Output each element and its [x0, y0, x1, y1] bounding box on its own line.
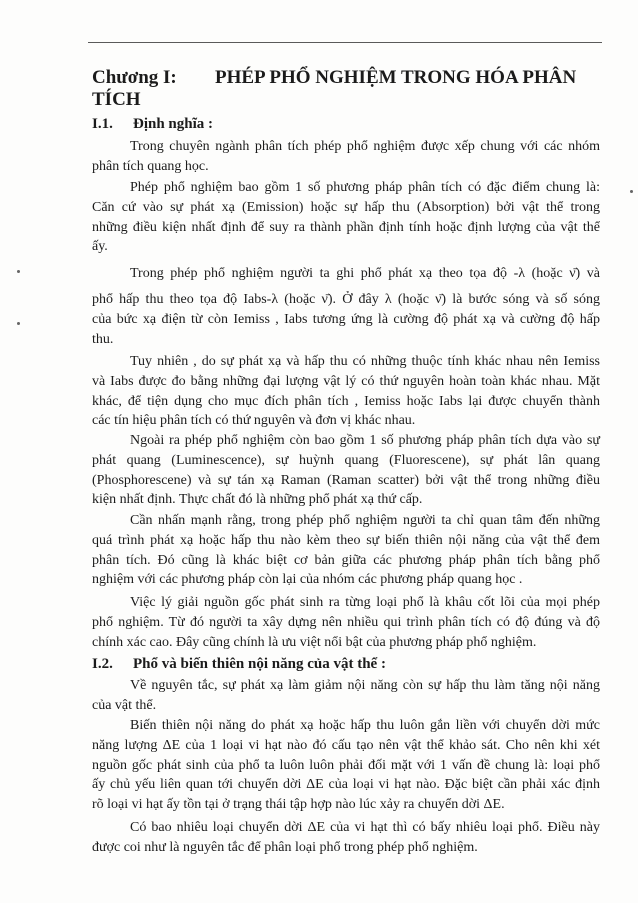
text-line: Phép phổ nghiệm bao gồm 1 số phương pháp phân tích có đặc điểm chung là:	[130, 180, 600, 195]
text-line: khác, để tiện dụng cho mục đích phân tích , Iemiss hoặc Iabs lại được chuyển thành	[92, 393, 600, 409]
section-number: I.2.	[92, 656, 113, 672]
section-heading-2	[92, 654, 492, 674]
section-title: Phổ và biến thiên nội năng của vật thể :	[133, 656, 386, 672]
text-line: của bức xạ điện từ còn Iemiss , Iabs tương ứng là cường độ phát xạ và cường độ hấp	[92, 311, 600, 327]
text-line: Cần nhấn mạnh rằng, trong phép phổ nghiệm người ta chỉ quan tâm đến những	[130, 513, 600, 528]
text-line: Có bao nhiêu loại chuyển dời ΔE của vi hạt thì có bấy nhiêu loại phổ. Điều này	[130, 820, 600, 835]
text-line: Trong phép phổ nghiệm người ta ghi phổ phát xạ theo tọa độ -λ (hoặc ν̄) và	[130, 266, 600, 281]
text-line: phổ hấp thu theo tọa độ Iabs-λ (hoặc ν̄). Ở đây λ (hoặc ν̄) là bước sóng và số sóng	[92, 292, 600, 307]
text-line: của vật thể.	[92, 697, 157, 713]
text-line: Việc lý giải nguồn gốc phát sinh ra từng loại phổ là khâu cốt lõi của mọi phép	[130, 595, 600, 610]
text-line: Biến thiên nội năng do phát xạ hoặc hấp thu luôn gắn liền với chuyển dời mức	[130, 718, 600, 733]
scan-speck	[17, 270, 20, 273]
paragraph	[92, 676, 600, 716]
text-line: Về nguyên tắc, sự phát xạ làm giảm nội năng còn sự hấp thu làm tăng nội năng	[130, 678, 600, 693]
text-line: phân tích quang học.	[92, 158, 209, 174]
chapter-title-continuation: TÍCH	[92, 89, 141, 110]
top-rule	[88, 42, 602, 43]
text-line: chính xác cao. Đây cũng chính là ưu việt nổi bật của phương pháp phổ nghiệm.	[92, 634, 537, 650]
text-line: phát quang (Luminescence), sự huỳnh quang (Fluorescene), sự phát lân quang	[92, 452, 600, 468]
chapter-title: PHÉP PHỔ NGHIỆM TRONG HÓA PHÂN	[215, 67, 577, 88]
text-line: thu.	[92, 331, 114, 347]
text-line: (Phosphorescene) và sự tán xạ Raman (Raman scatter) bởi vật thể trong những điều	[92, 472, 600, 488]
text-line: rõ loại vi hạt ấy tồn tại ở trạng thái tập hợp nào lúc xảy ra chuyển dời ΔE.	[92, 797, 505, 813]
text-line: Trong chuyên ngành phân tích phép phổ nghiệm được xếp chung với các nhóm	[130, 139, 600, 154]
text-line: ấy.	[92, 239, 108, 255]
paragraph	[92, 593, 600, 652]
paragraph	[92, 716, 600, 815]
chapter-label: Chương I:	[92, 67, 177, 88]
text-line: ấy chủ yếu liên quan tới chuyển dời ΔE của loại vi hạt nào. Đặc biệt cần phải xác định	[92, 777, 600, 793]
text-line: nguồn gốc phát sinh của phổ ta luôn luôn phải đối mặt với 1 vấn đề chung là: loại phổ	[92, 757, 600, 773]
text-line: và Iabs được đo bằng những đại lượng vật lý có thứ nguyên hoàn toàn khác nhau. Mặt	[92, 373, 600, 389]
section-heading-1	[92, 114, 492, 134]
scan-speck	[630, 190, 633, 193]
text-line: Tuy nhiên , do sự phát xạ và hấp thu có những thuộc tính khác nhau nên Iemiss	[130, 354, 600, 369]
text-line: quá trình phát xạ hoặc hấp thu nào kèm theo sự biến thiên nội năng của vật thể đem	[92, 532, 600, 548]
section-number: I.1.	[92, 116, 113, 132]
paragraph	[92, 178, 600, 257]
scan-speck	[17, 322, 20, 325]
text-line: kiện nhất định. Thực chất đó là những phổ phát xạ thứ cấp.	[92, 492, 423, 508]
paragraph	[92, 258, 600, 349]
paragraph	[92, 511, 600, 590]
text-line: phân tích. Đó cũng là khác biệt cơ bản giữa các phương pháp phân tích bằng phổ	[92, 552, 600, 568]
text-line: năng lượng ΔE của 1 loại vi hạt nào đó cấu tạo nên vật thể khảo sát. Cho nên khi xét	[92, 737, 600, 753]
section-title: Định nghĩa :	[133, 116, 214, 132]
paragraph	[92, 137, 600, 177]
paragraph	[92, 352, 600, 431]
text-line: nghiệm với các phương pháp còn lại của nhóm các phương pháp quang học .	[92, 572, 523, 588]
text-line: các tín hiệu phân tích có thứ nguyên và đơn vị khác nhau.	[92, 413, 416, 429]
text-line: những điều kiện nhất định để suy ra thành phần định tính hoặc định lượng của vật thể	[92, 219, 600, 235]
text-line: phổ nghiệm. Từ đó người ta xây dựng nên nhiều qui trình phân tích có độ đúng và độ	[92, 614, 600, 630]
text-line: Ngoài ra phép phổ nghiệm còn bao gồm 1 số phương pháp phân tích dựa vào sự	[130, 433, 600, 448]
text-line: Căn cứ vào sự phát xạ (Emission) hoặc sự hấp thu (Absorption) bởi vật thể trong	[92, 199, 600, 215]
paragraph	[92, 431, 600, 510]
text-line: được coi như là nguyên tắc để phân loại phổ trong phép phổ nghiệm.	[92, 839, 478, 855]
paragraph	[92, 818, 600, 858]
